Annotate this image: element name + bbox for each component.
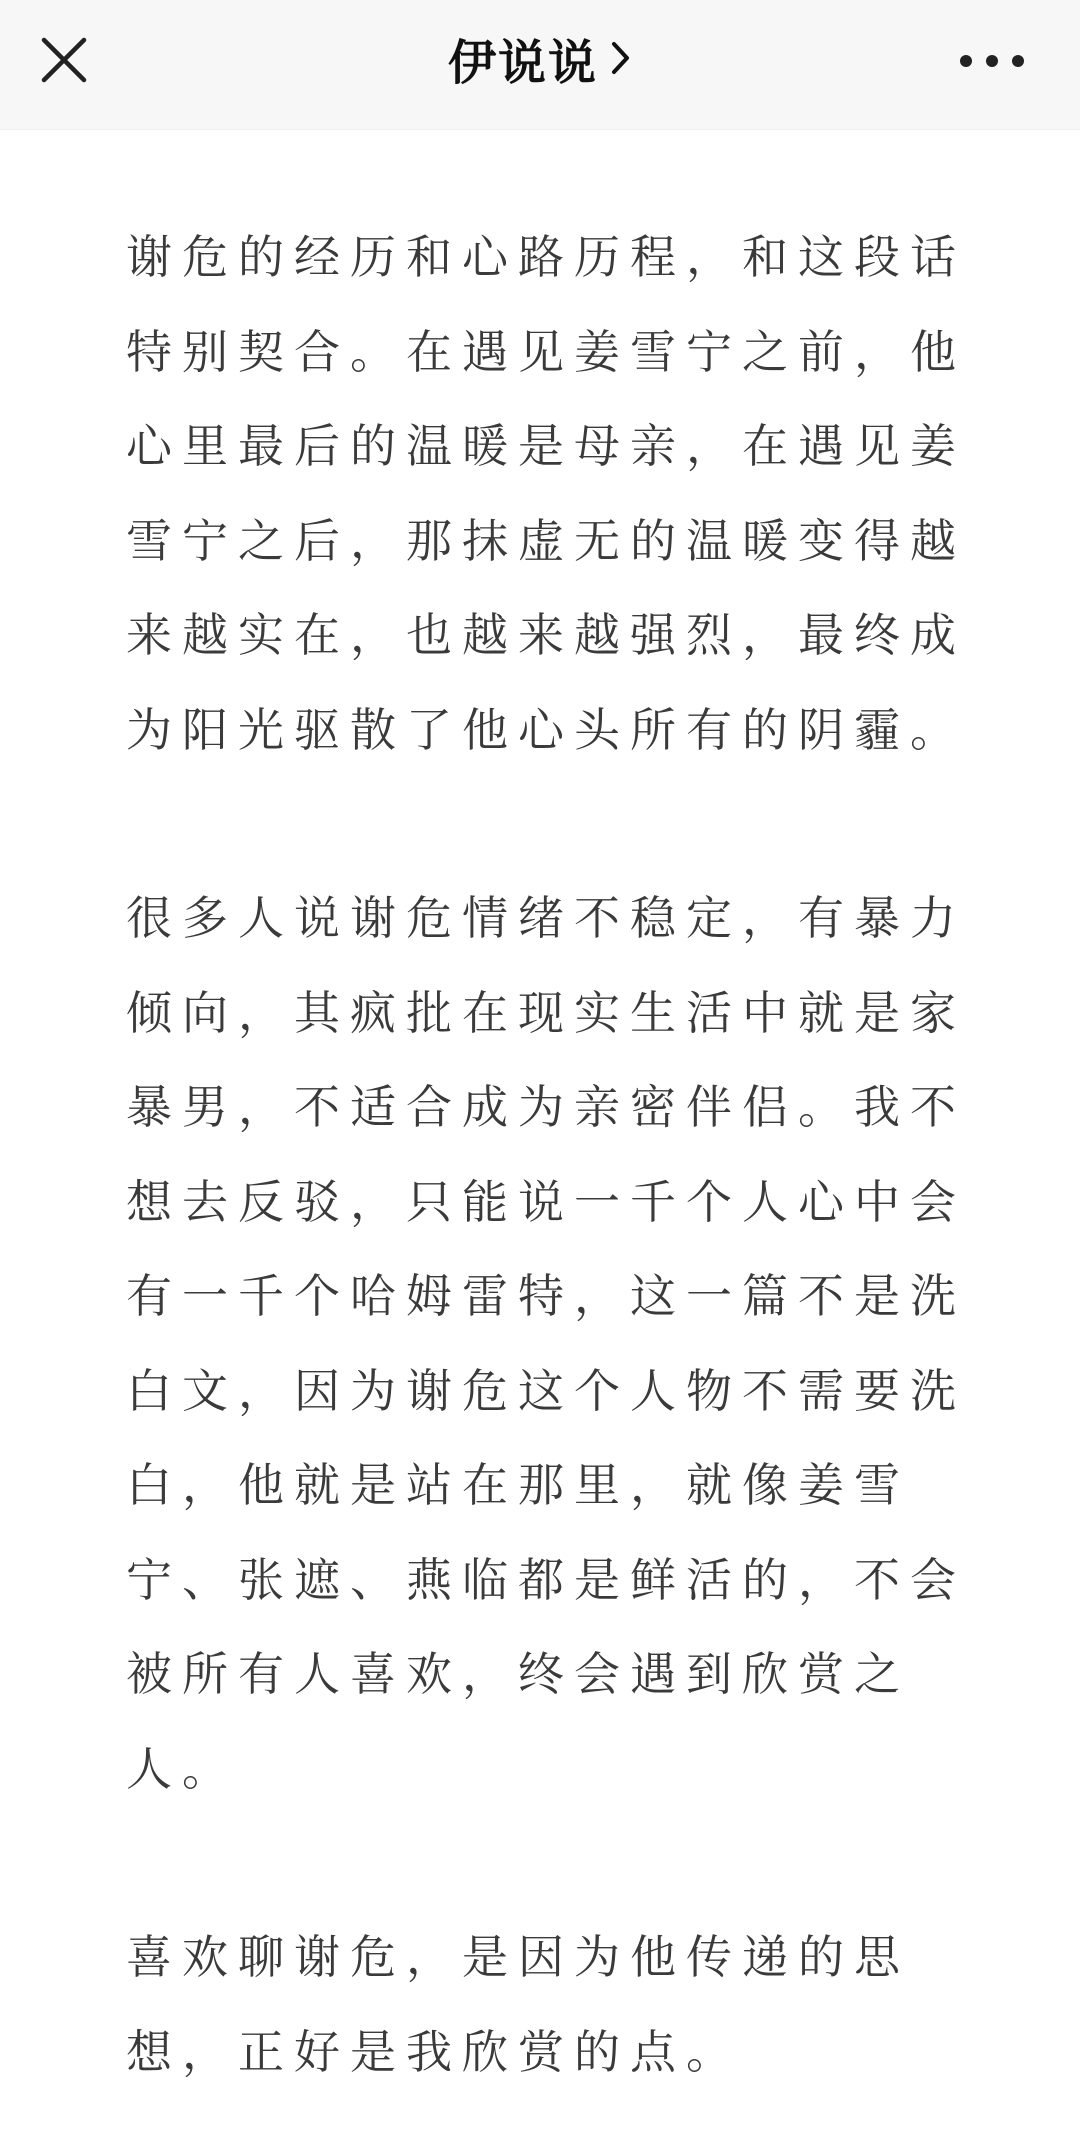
title-area: [0, 0, 1080, 116]
article-body: [126, 210, 966, 2099]
chevron-right-icon: [610, 38, 632, 78]
article-paragraph-1: 谢危的经历和心路历程，和这段话 特别契合。在遇见姜雪宁之前，他 心里最后的温暖是母亲，在遇见姜 雪宁之后，那抹虚无的温暖变得越 来越实在，也越来越强烈，最终成 为阳光驱散了他心头所有的阴霾。: [126, 230, 966, 757]
close-button[interactable]: [38, 34, 90, 86]
page-title: 伊说说: [447, 34, 598, 91]
close-icon: [38, 34, 90, 86]
article-paragraph-2: 很多人说谢危情绪不稳定，有暴力 倾向，其疯批在现实生活中就是家 暴男，不适合成为亲密伴侣。我不 想去反驳，只能说一千个人心中会 有一千个哈姆雷特，这一篇不是洗 白文，因为谢危这个人物不需要洗 白，他就是站在那里，就像姜雪 宁、张遮、燕临都是鲜活的，不会 被所有人喜欢，终会遇到欣赏之 人。: [126, 891, 966, 1796]
top-navigation-bar: [0, 0, 1080, 130]
account-title-link[interactable]: [448, 24, 632, 93]
more-dots-icon: [944, 36, 1040, 86]
more-options-button[interactable]: [944, 36, 1040, 86]
article-paragraph-3: 喜欢聊谢危，是因为他传递的思 想，正好是我欣赏的点。: [126, 1930, 910, 2079]
